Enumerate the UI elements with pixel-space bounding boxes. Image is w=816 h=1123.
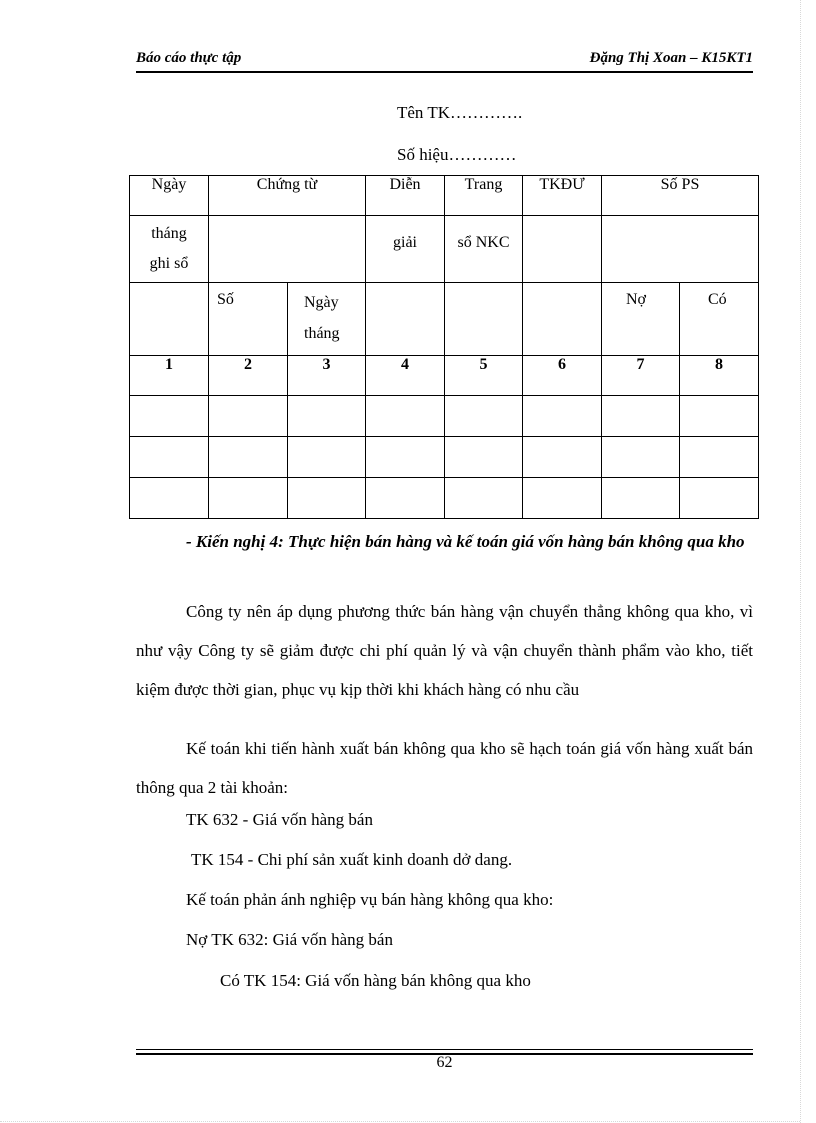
section-heading-recommendation-4: - Kiến nghị 4: Thực hiện bán hàng và kế toán giá vốn hàng bán không qua kho [186,532,745,551]
header-cell-co [680,283,759,356]
table-row [130,478,759,519]
header-cell-chung-tu: Chứng từ [209,176,366,216]
header-cell-empty [366,283,445,356]
header-text-co: Có [708,291,727,308]
table-header-row-3 [130,283,759,356]
table-cell [366,478,445,519]
page-edge-right [800,0,801,1123]
header-cell-no [602,283,680,356]
header-text-no: Nợ [626,291,647,308]
table-cell [445,396,523,437]
table-cell [130,437,209,478]
account-line-tk632: TK 632 - Giá vốn hàng bán [186,810,373,829]
credit-entry: Có TK 154: Giá vốn hàng bán không qua kho [220,971,531,990]
header-cell-so-nkc [445,216,523,283]
table-cell [445,478,523,519]
table-cell [366,437,445,478]
paragraph-recommendation-body: Công ty nên áp dụng phương thức bán hàng vận chuyển thẳng không qua kho, vì như vậy Công ty sẽ giảm được chi phí quản lý và vận chuyển thành phẩm vào kho, tiết kiệm được thời gian, phục vụ kịp thời khi khách hàng có nhu cầu [136,602,753,699]
header-text-thang: tháng [304,325,340,342]
header-text-giai: giải [393,234,417,251]
header-text-so-nkc: sổ NKC [457,234,510,251]
header-report-title: Báo cáo thực tập [136,50,242,66]
header-cell-giai [366,216,445,283]
table-cell [288,396,366,437]
header-text-thang: tháng [151,225,187,242]
column-number: 8 [680,356,759,396]
table-cell [209,396,288,437]
header-cell-empty [523,216,602,283]
header-divider [136,71,753,73]
header-cell-tkdu: TKĐƯ [523,176,602,216]
header-cell-trang: Trang [445,176,523,216]
accounting-entry-intro: Kế toán phản ánh nghiệp vụ bán hàng không qua kho: [186,890,554,909]
header-text-ghi-so: ghi sổ [149,255,189,272]
table-cell [130,478,209,519]
paragraph-accounting-intro: Kế toán khi tiến hành xuất bán không qua kho sẽ hạch toán giá vốn hàng xuất bán thông qua 2 tài khoản: [136,739,753,797]
table-cell [680,478,759,519]
table-cell [130,396,209,437]
table-row [130,437,759,478]
page-header [136,48,753,72]
column-number: 6 [523,356,602,396]
table-cell [288,437,366,478]
header-cell-empty [209,216,366,283]
column-number-row [130,356,759,396]
table-cell [602,396,680,437]
account-number-line: Số hiệu………… [397,145,517,164]
column-number: 1 [130,356,209,396]
footer-divider-thin [136,1049,753,1050]
page-number: 62 [436,1054,453,1071]
header-cell-ngay-thang [288,283,366,356]
table-cell [209,437,288,478]
table-cell [209,478,288,519]
header-cell-empty [130,283,209,356]
header-cell-thang-ghi-so [130,216,209,283]
header-cell-so-ps: Số PS [602,176,759,216]
column-number: 5 [445,356,523,396]
header-cell-dien: Diễn [366,176,445,216]
table-cell [366,396,445,437]
header-cell-so [209,283,288,356]
table-cell [602,437,680,478]
account-name-line: Tên TK…………. [397,103,523,122]
table-header-row-2 [130,216,759,283]
table-cell [523,396,602,437]
table-cell [523,478,602,519]
column-number: 7 [602,356,680,396]
column-number: 4 [366,356,445,396]
ledger-template-table [129,175,759,519]
header-cell-empty [602,216,759,283]
table-cell [523,437,602,478]
header-text-so: Số [217,291,234,308]
header-cell-ngay: Ngày [130,176,209,216]
table-cell [680,437,759,478]
column-number: 3 [288,356,366,396]
header-author: Đặng Thị Xoan – K15KT1 [589,50,753,66]
account-line-tk154: TK 154 - Chi phí sản xuất kinh doanh dở dang. [191,850,513,869]
table-cell [680,396,759,437]
table-row [130,396,759,437]
table-cell [288,478,366,519]
debit-entry: Nợ TK 632: Giá vốn hàng bán [186,930,393,949]
table-cell [445,437,523,478]
table-cell [602,478,680,519]
page-edge-bottom [0,1121,800,1122]
header-cell-empty [445,283,523,356]
header-cell-empty [523,283,602,356]
header-text-ngay: Ngày [304,294,339,311]
column-number: 2 [209,356,288,396]
table-header-row-1 [130,176,759,216]
